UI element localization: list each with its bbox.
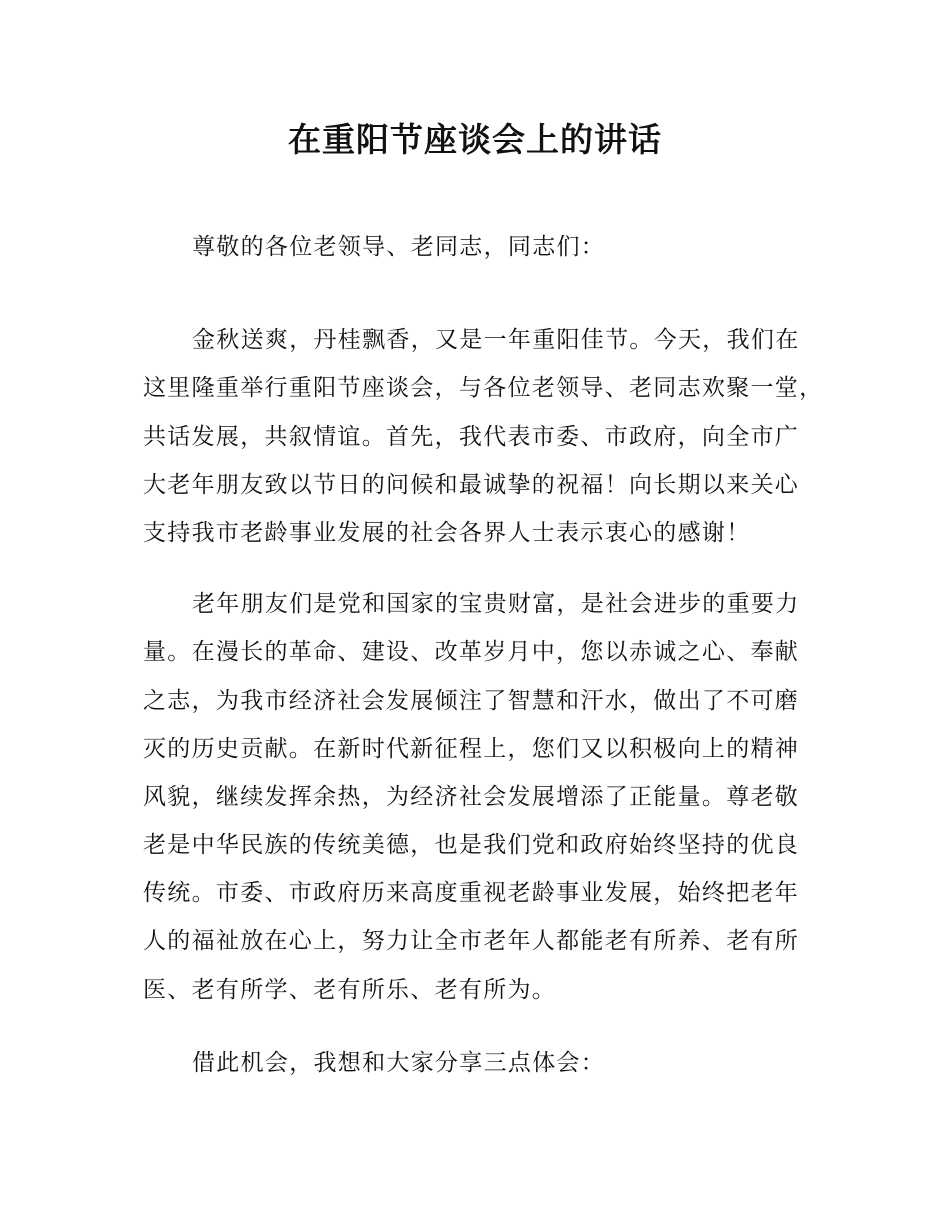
text-line: 人的福祉放在心上，努力让全市老年人都能老有所养、老有所 [143, 928, 800, 955]
text-line: 老年朋友们是党和国家的宝贵财富，是社会进步的重要力 [192, 591, 800, 618]
text-line: 金秋送爽，丹桂飘香，又是一年重阳佳节。今天，我们在 [192, 327, 800, 354]
text-line: 共话发展，共叙情谊。首先，我代表市委、市政府，向全市广 [143, 423, 800, 450]
text-line: 借此机会，我想和大家分享三点体会： [192, 1049, 606, 1076]
paragraph-tribute [143, 580, 833, 1014]
text-line: 之志，为我市经济社会发展倾注了智慧和汗水，做出了不可磨 [143, 687, 800, 714]
text-line: 支持我市老龄事业发展的社会各界人士表示衷心的感谢！ [143, 519, 751, 546]
paragraph-greeting [143, 316, 833, 557]
text-line: 风貌，继续发挥余热，为经济社会发展增添了正能量。尊老敬 [143, 783, 800, 810]
text-line: 量。在漫长的革命、建设、改革岁月中，您以赤诚之心、奉献 [143, 639, 800, 666]
text-line: 灭的历史贡献。在新时代新征程上，您们又以积极向上的精神 [143, 735, 800, 762]
paragraph-transition [143, 1039, 833, 1087]
document-body [143, 223, 833, 1087]
text-line: 大老年朋友致以节日的问候和最诚挚的祝福！向长期以来关心 [143, 471, 800, 498]
text-line: 传统。市委、市政府历来高度重视老龄事业发展，始终把老年 [143, 880, 800, 907]
text-line: 尊敬的各位老领导、老同志，同志们： [192, 234, 606, 260]
text-line: 这里隆重举行重阳节座谈会，与各位老领导、老同志欢聚一堂， [143, 375, 824, 402]
paragraph-salutation [143, 223, 833, 271]
document-title: 在重阳节座谈会上的讲话 [288, 120, 662, 159]
text-line: 老是中华民族的传统美德，也是我们党和政府始终坚持的优良 [143, 832, 800, 859]
text-line: 医、老有所学、老有所乐、老有所为。 [143, 976, 557, 1003]
